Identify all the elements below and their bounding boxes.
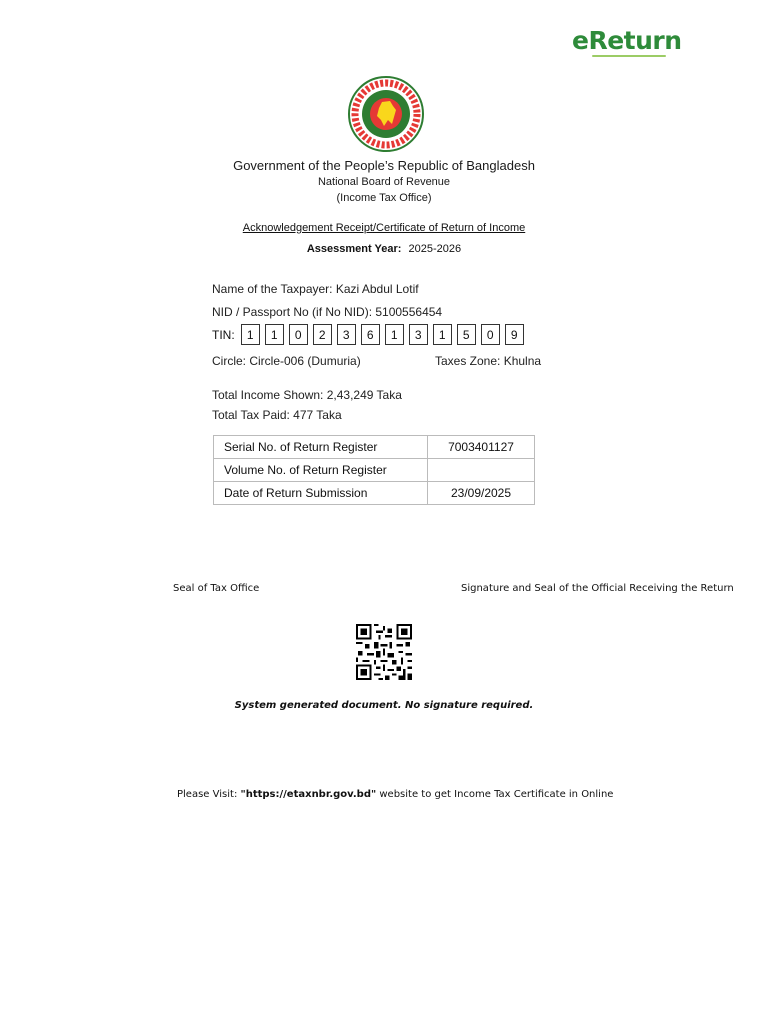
tin-digit: 0 — [481, 324, 500, 345]
register-label: Serial No. of Return Register — [214, 436, 428, 459]
assessment-year-label: Assessment Year: — [306, 243, 402, 255]
register-value: 23/09/2025 — [428, 482, 535, 505]
logo-underline — [592, 55, 666, 57]
tin-digit: 0 — [289, 324, 308, 345]
tin-digit: 1 — [385, 324, 404, 345]
register-label: Date of Return Submission — [214, 482, 428, 505]
register-label: Volume No. of Return Register — [214, 459, 428, 482]
taxpayer-name: Name of the Taxpayer: Kazi Abdul Lotif — [212, 282, 419, 296]
etaxnbr-link[interactable]: "https://etaxnbr.gov.bd" — [240, 789, 377, 800]
tin-label: TIN: — [212, 327, 235, 342]
return-register-table — [213, 435, 535, 505]
taxpayer-nid: NID / Passport No (if No NID): 5100556454 — [212, 305, 443, 319]
official-signature-label: Signature and Seal of the Official Receiving the Return — [461, 583, 734, 594]
tin-digit: 3 — [409, 324, 428, 345]
tin-digit: 9 — [505, 324, 524, 345]
government-title: Government of the People’s Republic of Bangladesh — [233, 158, 535, 173]
board-name: National Board of Revenue — [317, 176, 451, 188]
total-tax-paid: Total Tax Paid: 477 Taka — [212, 408, 342, 422]
table-row — [214, 436, 535, 459]
receipt-title: Acknowledgement Receipt/Certificate of Return of Income — [242, 222, 526, 234]
qr-code-icon — [354, 624, 414, 680]
register-value: 7003401127 — [428, 436, 535, 459]
tin-digit: 3 — [337, 324, 356, 345]
tin-digit: 6 — [361, 324, 380, 345]
visit-prefix: Please Visit: — [177, 789, 241, 800]
tin-digit: 1 — [433, 324, 452, 345]
tin-digit: 1 — [265, 324, 284, 345]
total-income: Total Income Shown: 2,43,249 Taka — [212, 388, 402, 402]
visit-suffix: website to get Income Tax Certificate in Online — [376, 789, 614, 800]
visit-website-note — [177, 789, 613, 800]
taxes-zone: Taxes Zone: Khulna — [435, 354, 542, 368]
tin-digit: 1 — [241, 324, 260, 345]
tin-digit: 2 — [313, 324, 332, 345]
register-value — [428, 459, 535, 482]
assessment-year — [0, 243, 768, 255]
ereturn-logo: eReturn — [572, 26, 682, 55]
assessment-year-value: 2025-2026 — [408, 243, 462, 255]
table-row — [214, 482, 535, 505]
bangladesh-government-seal-icon — [346, 76, 426, 152]
tin-digit: 5 — [457, 324, 476, 345]
tin-row — [212, 324, 524, 345]
office-name: (Income Tax Office) — [336, 192, 432, 204]
seal-of-tax-office: Seal of Tax Office — [173, 583, 260, 594]
system-generated-note: System generated document. No signature required. — [234, 700, 534, 711]
table-row — [214, 459, 535, 482]
circle-info: Circle: Circle-006 (Dumuria) — [212, 354, 361, 368]
